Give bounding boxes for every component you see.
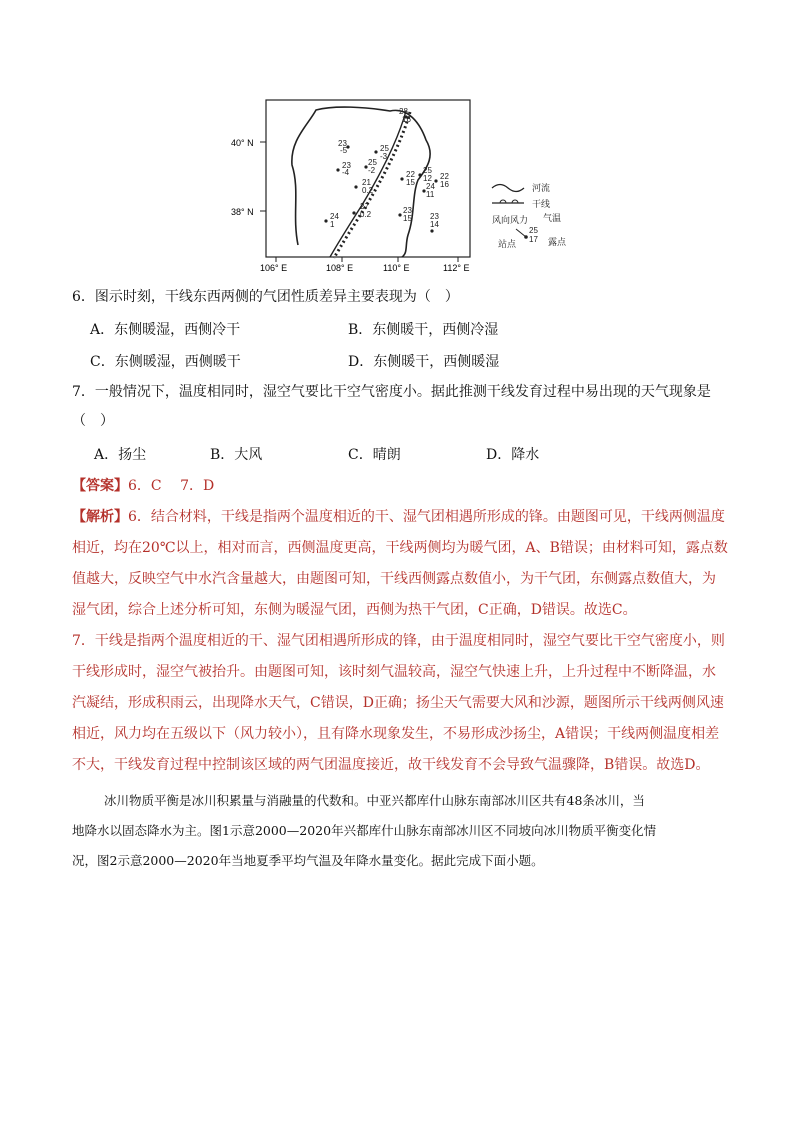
station-14 xyxy=(430,212,439,233)
analysis-text: 6．结合材料，干线是指两个温度相近的干、湿气团相遇所形成的锋。由题图可见，干线两侧温度 xyxy=(128,509,725,525)
q7-stem: 7．一般情况下，温度相同时，湿空气要比干空气密度小。据此推测干线发育过程中易出现的天气现象是 xyxy=(72,384,711,400)
station-temp: 23 xyxy=(403,206,412,215)
q7-option-b[interactable]: B．大风 xyxy=(210,447,263,463)
station-temp: 25 xyxy=(423,166,432,175)
station-dew: -3 xyxy=(380,152,388,161)
legend-sample-temp: 25 xyxy=(529,226,538,235)
answer-line xyxy=(72,476,214,496)
answer-text: 6．C 7．D xyxy=(128,478,215,494)
station-dew: 0.2 xyxy=(360,210,372,219)
analysis-line-5: 7．干线是指两个温度相近的干、湿气团相遇所形成的锋，由于温度相同时，湿空气要比干空气密度小，则 xyxy=(72,633,725,649)
station-dew: 16 xyxy=(402,115,411,124)
station-dew: 15 xyxy=(403,214,412,223)
analysis-line-6: 干线形成时，湿空气被抬升。由题图可知，该时刻气温较高，湿空气快速上升，上升过程中不断降温，水 xyxy=(72,664,716,680)
legend-river-symbol xyxy=(492,185,524,192)
legend-river-label: 河流 xyxy=(532,183,551,193)
analysis-line-9: 不大，干线发育过程中控制该区域的两气团温度接近，故干线发育不会导致气温骤降，B错误。故选D。 xyxy=(72,757,710,773)
legend-wind-label: 风向风力 xyxy=(492,215,529,225)
station-temp: 24 xyxy=(330,212,339,221)
analysis-line-8: 相近，风力均在五级以下（风力较小），且有降水现象发生，不易形成沙扬尘，A错误；干线两侧温度相差 xyxy=(72,726,720,742)
lat-label-40: 40° N xyxy=(231,138,254,148)
station-12 xyxy=(422,182,435,199)
station-1 xyxy=(399,107,411,124)
legend-station-label: 站点 xyxy=(498,239,517,249)
station-temp: 21 xyxy=(362,178,371,187)
station-dew: 11 xyxy=(426,190,435,199)
answer-tag: 【答案】 xyxy=(72,478,128,494)
station-dew: 16 xyxy=(440,180,449,189)
station-dew: 12 xyxy=(423,174,432,183)
station-temp: 22 xyxy=(440,172,449,181)
q7-option-a[interactable]: A．扬尘 xyxy=(94,447,147,463)
station-13 xyxy=(398,206,412,223)
station-11 xyxy=(434,172,449,189)
legend-sample-dew: 17 xyxy=(529,235,538,244)
station-temp: 23 xyxy=(342,161,351,170)
q7-option-d[interactable]: D．降水 xyxy=(486,447,540,463)
lon-label-110: 110° E xyxy=(383,263,410,273)
analysis-line-3: 值越大，反映空气中水汽含量越大，由题图可知，干线西侧露点数值小，为干气团，东侧露点数值大，为 xyxy=(72,571,716,587)
lon-label-106: 106° E xyxy=(260,263,288,273)
analysis-line-1 xyxy=(72,507,725,527)
station-temp: 23 xyxy=(338,139,347,148)
station-9 xyxy=(400,170,415,187)
station-dew: 1 xyxy=(330,220,335,229)
q6-option-c[interactable]: C．东侧暖湿，西侧暖干 xyxy=(90,354,241,370)
lat-label-38: 38° N xyxy=(231,207,254,217)
station-dew: -2 xyxy=(368,166,376,175)
station-6 xyxy=(354,178,373,195)
station-temp: 22 xyxy=(406,170,415,179)
station-dew: -4 xyxy=(342,168,350,177)
legend-dryline-label: 干线 xyxy=(532,199,551,209)
station-temp: 28 xyxy=(399,107,408,116)
station-temp: 27 xyxy=(360,202,369,211)
station-temp: 24 xyxy=(426,182,435,191)
lon-label-112: 112° E xyxy=(443,263,470,273)
passage-line-1: 冰川物质平衡是冰川积累量与消融量的代数和。中亚兴都库什山脉东南部冰川区共有48条冰川，当 xyxy=(104,793,645,808)
legend-dew-label: 露点 xyxy=(548,237,567,247)
station-dew: 14 xyxy=(430,220,439,229)
q7-option-c[interactable]: C．晴朗 xyxy=(348,447,401,463)
analysis-line-2: 相近，均在20℃以上，相对而言，西侧温度更高，干线两侧均为暖气团，A、B错误；由材料可知，露点数 xyxy=(72,540,728,556)
station-temp: 25 xyxy=(380,144,389,153)
q6-stem: 6．图示时刻，干线东西两侧的气团性质差异主要表现为（ ） xyxy=(72,289,459,305)
station-2 xyxy=(338,139,350,155)
passage-line-3: 况，图2示意2000—2020年当地夏季平均气温及年降水量变化。据此完成下面小题。 xyxy=(72,853,544,868)
station-8 xyxy=(324,212,339,229)
station-dew: 0.2 xyxy=(362,186,374,195)
legend-temp-label: 气温 xyxy=(543,213,562,223)
analysis-line-7: 汽凝结，形成积雨云，出现降水天气，C错误，D正确；扬尘天气需要大风和沙源，题图所示干线两侧风速 xyxy=(72,695,724,711)
analysis-line-4: 湿气团，综合上述分析可知，东侧为暖湿气团，西侧为热干气团，C正确，D错误。故选C。 xyxy=(72,602,637,618)
analysis-tag: 【解析】 xyxy=(72,509,128,525)
station-temp: 23 xyxy=(430,212,439,221)
station-10 xyxy=(418,166,432,183)
dryline-map xyxy=(230,95,610,275)
station-5 xyxy=(364,158,377,175)
q6-option-a[interactable]: A．东侧暖湿，西侧冷干 xyxy=(90,322,241,338)
station-4 xyxy=(336,161,351,177)
q6-option-d[interactable]: D．东侧暖干，西侧暖湿 xyxy=(348,354,500,370)
station-dew: 15 xyxy=(406,178,415,187)
map-legend xyxy=(492,182,567,249)
station-temp: 25 xyxy=(368,158,377,167)
q7-paren: （ ） xyxy=(72,413,114,429)
station-dew: -5 xyxy=(340,146,348,155)
lon-label-108: 108° E xyxy=(326,263,354,273)
passage-line-2: 地降水以固态降水为主。图1示意2000—2020年兴都库什山脉东南部冰川区不同坡向冰川物质平衡变化情 xyxy=(72,823,657,838)
q6-option-b[interactable]: B．东侧暖干，西侧冷湿 xyxy=(348,322,499,338)
